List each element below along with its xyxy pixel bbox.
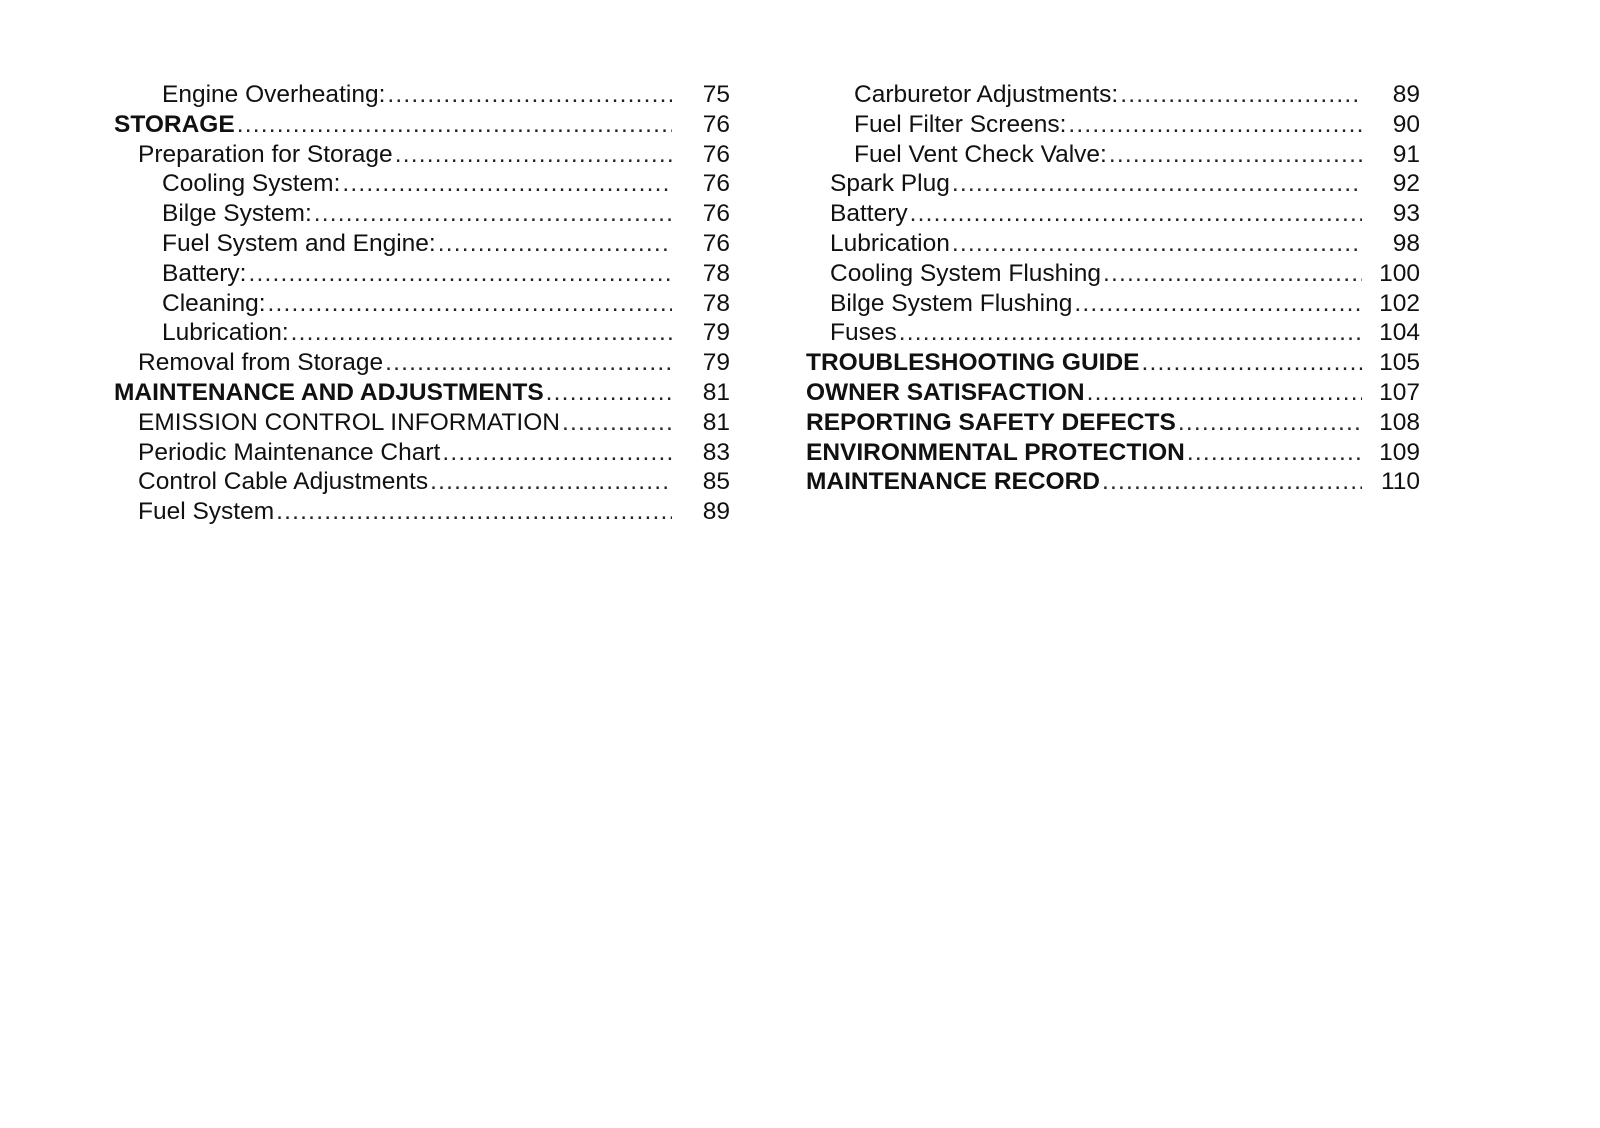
dot-leader	[1087, 378, 1362, 408]
toc-right-column	[806, 80, 1420, 497]
toc-entry-page-number: 89	[1392, 81, 1420, 108]
dot-leader	[546, 378, 672, 408]
toc-entry-page-number: 98	[1392, 229, 1420, 257]
dot-leader	[1187, 438, 1362, 468]
dot-leader	[1102, 467, 1362, 497]
toc-entry-page-number: 105	[1379, 349, 1420, 377]
toc-entry[interactable]	[114, 408, 730, 438]
toc-entry-page-number: 81	[702, 378, 730, 406]
toc-entry-label: Engine Overheating:	[162, 81, 386, 108]
toc-entry-label: Preparation for Storage	[138, 140, 393, 168]
dot-leader	[395, 140, 672, 170]
toc-entry-label: Cooling System Flushing	[830, 259, 1101, 287]
dot-leader	[387, 80, 672, 110]
toc-entry[interactable]	[114, 140, 730, 170]
dot-leader	[1109, 140, 1362, 170]
toc-entry[interactable]	[114, 438, 730, 468]
toc-entry[interactable]	[114, 289, 730, 319]
toc-entry-page-number: 76	[702, 200, 730, 228]
dot-leader	[438, 229, 672, 259]
toc-entry-label: Periodic Maintenance Chart	[138, 438, 441, 466]
toc-entry[interactable]	[114, 169, 730, 199]
toc-entry[interactable]	[806, 348, 1420, 378]
toc-entry[interactable]	[114, 348, 730, 378]
dot-leader	[899, 318, 1362, 348]
toc-entry-page-number: 78	[702, 289, 730, 317]
toc-entry-label: Spark Plug	[830, 170, 950, 198]
toc-entry-label: Battery	[830, 200, 908, 228]
toc-entry-page-number: 93	[1392, 200, 1420, 228]
toc-entry-label: MAINTENANCE RECORD	[806, 468, 1100, 496]
dot-leader	[268, 289, 672, 319]
dot-leader	[1103, 259, 1362, 289]
toc-left-column	[114, 80, 730, 527]
toc-entry-page-number: 83	[702, 438, 730, 466]
toc-entry-page-number: 76	[702, 229, 730, 257]
toc-entry[interactable]	[114, 110, 730, 140]
toc-entry-page-number: 81	[702, 408, 730, 436]
toc-entry-label: Fuel System	[138, 498, 275, 526]
toc-entry[interactable]	[114, 199, 730, 229]
toc-entry[interactable]	[114, 497, 730, 527]
toc-entry-label: Bilge System Flushing	[830, 289, 1073, 317]
toc-entry[interactable]	[114, 229, 730, 259]
dot-leader	[1178, 408, 1362, 438]
dot-leader	[291, 318, 672, 348]
toc-entry-page-number: 76	[702, 110, 730, 138]
toc-entry-page-number: 90	[1392, 110, 1420, 138]
toc-entry[interactable]	[806, 438, 1420, 468]
toc-entry-page-number: 108	[1379, 408, 1420, 436]
toc-entry-page-number: 109	[1379, 438, 1420, 466]
toc-entry-page-number: 76	[702, 170, 730, 198]
toc-entry-label: MAINTENANCE AND ADJUSTMENTS	[114, 378, 544, 406]
toc-entry[interactable]	[114, 259, 730, 289]
toc-entry[interactable]	[806, 259, 1420, 289]
toc-entry-label: REPORTING SAFETY DEFECTS	[806, 408, 1176, 436]
toc-entry[interactable]	[806, 80, 1420, 110]
toc-entry[interactable]	[114, 318, 730, 348]
toc-entry-page-number: 79	[702, 319, 730, 347]
toc-entry-label: Bilge System:	[162, 200, 312, 228]
toc-entry[interactable]	[806, 199, 1420, 229]
toc-entry-label: Fuel Vent Check Valve:	[854, 140, 1107, 168]
dot-leader	[952, 169, 1362, 199]
toc-entry[interactable]	[806, 378, 1420, 408]
toc-entry-label: Battery:	[162, 259, 247, 287]
toc-entry-label: Fuel Filter Screens:	[854, 110, 1067, 138]
toc-entry[interactable]	[806, 169, 1420, 199]
dot-leader	[342, 169, 672, 199]
toc-entry[interactable]	[806, 408, 1420, 438]
toc-entry-page-number: 91	[1392, 140, 1420, 168]
toc-entry-page-number: 89	[702, 498, 730, 526]
toc-entry-page-number: 102	[1379, 289, 1420, 317]
toc-entry-label: OWNER SATISFACTION	[806, 378, 1085, 406]
toc-entry[interactable]	[806, 140, 1420, 170]
dot-leader	[910, 199, 1362, 229]
dot-leader	[248, 259, 672, 289]
dot-leader	[1120, 80, 1362, 110]
toc-entry[interactable]	[806, 110, 1420, 140]
toc-entry-label: ENVIRONMENTAL PROTECTION	[806, 438, 1185, 466]
toc-entry-page-number: 79	[702, 349, 730, 377]
toc-entry-page-number: 107	[1379, 378, 1420, 406]
toc-entry[interactable]	[806, 289, 1420, 319]
dot-leader	[237, 110, 672, 140]
toc-entry-label: Fuel System and Engine:	[162, 229, 436, 257]
toc-entry-page-number: 100	[1379, 259, 1420, 287]
toc-entry-label: Cooling System:	[162, 170, 341, 198]
toc-entry[interactable]	[114, 467, 730, 497]
toc-entry[interactable]	[806, 318, 1420, 348]
dot-leader	[385, 348, 672, 378]
dot-leader	[276, 497, 672, 527]
toc-entry[interactable]	[806, 467, 1420, 497]
dot-leader	[562, 408, 672, 438]
toc-entry[interactable]	[806, 229, 1420, 259]
toc-entry-label: Cleaning:	[162, 289, 266, 317]
toc-entry-label: Control Cable Adjustments	[138, 468, 429, 496]
toc-entry-label: Lubrication	[830, 229, 950, 257]
toc-entry-page-number: 110	[1380, 468, 1420, 496]
dot-leader	[314, 199, 672, 229]
dot-leader	[952, 229, 1362, 259]
toc-entry-label: Lubrication:	[162, 319, 289, 347]
toc-entry-label: TROUBLESHOOTING GUIDE	[806, 349, 1140, 377]
toc-entry[interactable]	[114, 378, 730, 408]
dot-leader	[1068, 110, 1362, 140]
toc-entry-page-number: 104	[1379, 319, 1420, 347]
toc-entry-page-number: 85	[702, 468, 730, 496]
toc-entry-label: EMISSION CONTROL INFORMATION	[138, 408, 560, 436]
dot-leader	[1141, 348, 1362, 378]
toc-entry-page-number: 75	[702, 81, 730, 108]
toc-entry-label: STORAGE	[114, 110, 235, 138]
toc-entry-page-number: 78	[702, 259, 730, 287]
toc-entry-label: Carburetor Adjustments:	[854, 81, 1119, 108]
toc-entry[interactable]	[114, 80, 730, 110]
toc-entry-label: Removal from Storage	[138, 349, 384, 377]
dot-leader	[442, 438, 672, 468]
dot-leader	[430, 467, 672, 497]
toc-entry-page-number: 92	[1392, 170, 1420, 198]
toc-entry-page-number: 76	[702, 140, 730, 168]
dot-leader	[1074, 289, 1362, 319]
toc-entry-label: Fuses	[830, 319, 897, 347]
